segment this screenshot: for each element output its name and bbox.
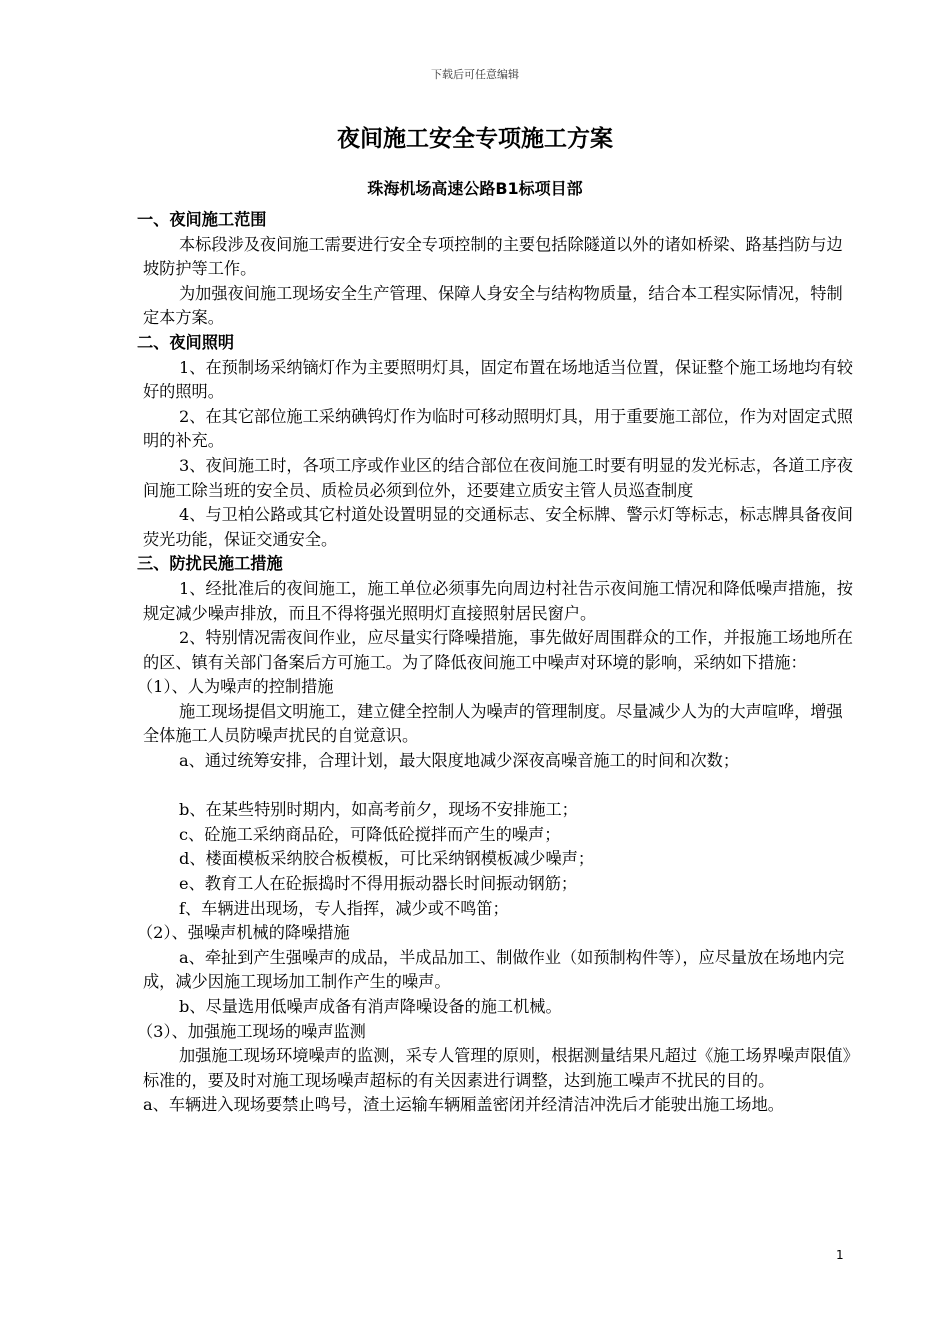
list-item: d、楼面模板采纳胶合板模板，可比采纳钢模板减少噪声； [179,849,595,869]
header-note: 下载后可任意编辑 [431,68,519,81]
paragraph: 3、夜间施工时，各项工序或作业区的结合部位在夜间施工时要有明显的发光标志，各道工序夜间施工除当班的安全员、质检员必须到位外，还要建立质安主管人员巡查制度 [143,455,853,500]
list-item: a、通过统筹安排，合理计划，最大限度地减少深夜高噪音施工的时间和次数； [179,751,740,771]
paragraph: 本标段涉及夜间施工需要进行安全专项控制的主要包括除隧道以外的诸如桥梁、路基挡防与边坡防护等工作。 [143,234,843,279]
paragraph: 1、在预制场采纳镝灯作为主要照明灯具，固定布置在场地适当位置，保证整个施工场地均有较好的照明。 [143,357,853,402]
document-subtitle: 珠海机场高速公路B1标项目部 [367,179,583,198]
paragraph: 施工现场提倡文明施工，建立健全控制人为噪声的管理制度。尽量减少人为的大声喧哗，增强全体施工人员防噪声扰民的自觉意识。 [143,701,843,746]
paragraph: 2、在其它部位施工采纳碘钨灯作为临时可移动照明灯具，用于重要施工部位，作为对固定式照明的补充。 [143,406,853,451]
document-body [137,208,855,1118]
subsection-heading: （1）、人为噪声的控制措施 [137,677,334,697]
list-item: b、尽量选用低噪声成备有消声降噪设备的施工机械。 [179,997,562,1016]
section-heading: 三、防扰民施工措施 [137,554,283,574]
list-item: c、砼施工采纳商品砼，可降低砼搅拌而产生的噪声； [179,824,561,844]
subsection-heading: （3）、加强施工现场的噪声监测 [137,1021,366,1041]
paragraph: 为加强夜间施工现场安全生产管理、保障人身安全与结构物质量，结合本工程实际情况，特制定本方案。 [143,283,843,328]
document-title: 夜间施工安全专项施工方案 [337,126,613,152]
list-item: e、教育工人在砼振捣时不得用振动器长时间振动钢筋； [179,874,578,894]
list-item: b、在某些特别时期内，如高考前夕，现场不安排施工； [179,800,578,820]
list-item: a、牵扯到产生强噪声的成品，半成品加工、制做作业（如预制构件等），应尽量放在场地内完成，减少因施工现场加工制作产生的噪声。 [143,947,845,992]
list-item: a、车辆进入现场要禁止鸣号，渣土运输车辆厢盖密闭并经清洁冲洗后才能驶出施工场地。 [143,1095,784,1115]
subsection-heading: （2）、强噪声机械的降噪措施 [137,923,350,943]
section-heading: 一、夜间施工范围 [137,210,267,229]
paragraph: 2、特别情况需夜间作业，应尽量实行降噪措施，事先做好周围群众的工作，并报施工场地所在的区、镇有关部门备案后方可施工。为了降低夜间施工中噪声对环境的影响，采纳如下措施： [143,628,853,672]
paragraph: 4、与卫柏公路或其它村道处设置明显的交通标志、安全标牌、警示灯等标志，标志牌具备夜间荧光功能，保证交通安全。 [143,505,853,549]
section-heading: 二、夜间照明 [137,332,235,352]
page-number: 1 [836,1248,844,1262]
paragraph: 加强施工现场环境噪声的监测，采专人管理的原则，根据测量结果凡超过《施工场界噪声限值》标准的，要及时对施工现场噪声超标的有关因素进行调整，达到施工噪声不扰民的目的。 [143,1046,851,1090]
paragraph: 1、经批准后的夜间施工，施工单位必须事先向周边村社告示夜间施工情况和降低噪声措施，按规定减少噪声排放，而且不得将强光照明灯直接照射居民窗户。 [143,578,853,623]
blank-line [143,774,855,799]
list-item: f、车辆进出现场，专人指挥，减少或不鸣笛； [179,898,509,918]
